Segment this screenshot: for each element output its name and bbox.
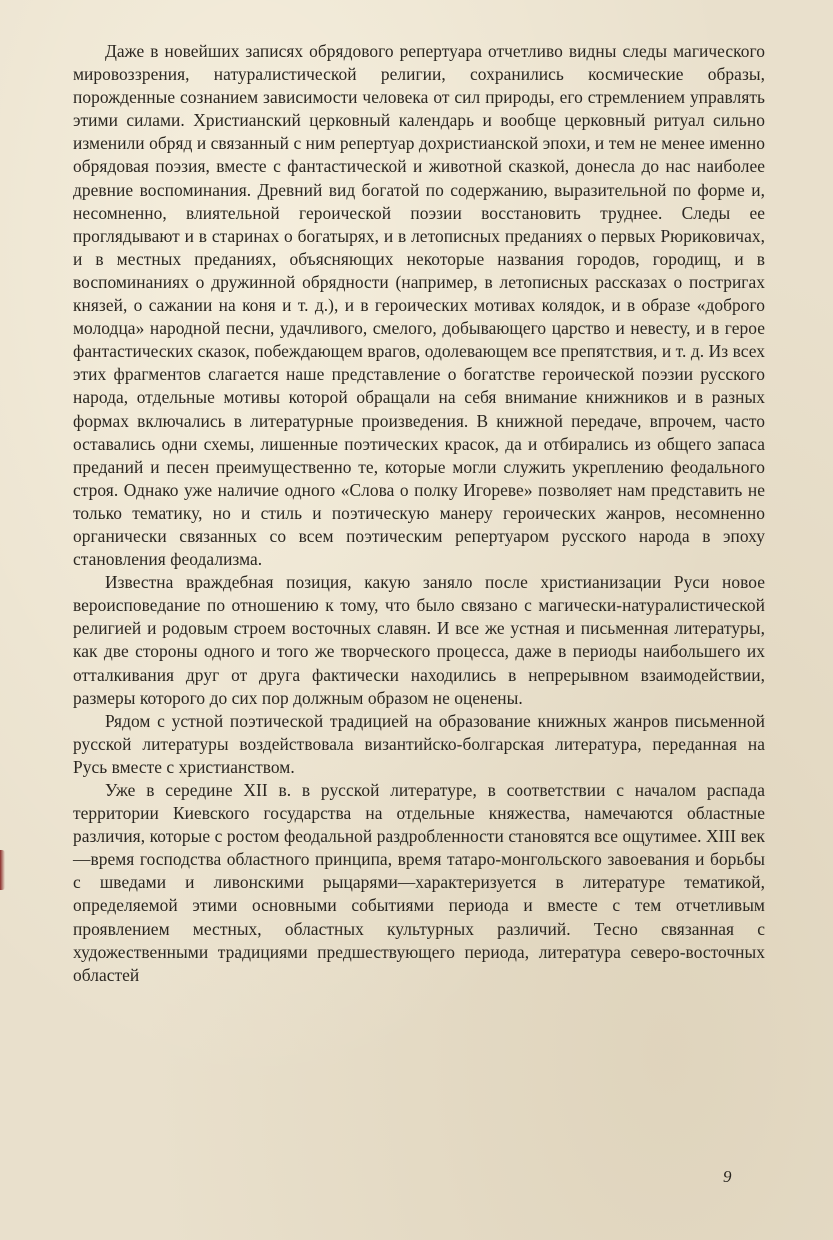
- paragraph-2: Известна враждебная позиция, какую заняло после христианизации Руси новое вероисповедание по отношению к тому, что было связано с магически-натуралистической религией и родовым строем восточных славян. И все же устная и письменная литературы, как две стороны одного и того же творческого процесса, даже в периоды наибольшего их отталкивания друг от друга фактически находились в непрерывном взаимодействии, размеры которого до сих пор должным образом не оценены.: [73, 572, 765, 708]
- body-text: [73, 40, 765, 987]
- page-number: 9: [723, 1167, 732, 1186]
- paragraph-1: Даже в новейших записях обрядового репертуара отчетливо видны следы магического мировоззрения, натуралистической религии, сохранились космические образы, порожденные сознанием зависимости человека от сил природы, его стремлением управлять этими силами. Христианский церковный календарь и вообще церковный ритуал сильно изменили обряд и связанный с ним репертуар дохристианской эпохи, и тем не менее именно обрядовая поэзия, вместе с фантастической и животной сказкой, донесла до нас наиболее древние воспоминания. Древний вид богатой по содержанию, выразительной по форме и, несомненно, влиятельной героической поэзии восстановить труднее. Следы ее проглядывают и в старинах о богатырях, и в летописных преданиях о первых Рюриковичах, и в местных преданиях, объясняющих некоторые названия городов, городищ, и в воспоминаниях о дружинной обрядности (например, в летописных рассказах о постригах князей, о сажании на коня и т. д.), и в героических мотивах колядок, и в образе «доброго молодца» народной песни, удачливого, смелого, добывающего царство и невесту, и в герое фантастических сказок, побеждающем врагов, одолевающем все препятствия, и т. д. Из всех этих фрагментов слагается наше представление о богатстве героической поэзии русского народа, отдельные мотивы которой обращали на себя внимание книжников и в разных формах включались в литературные произведения. В книжной передаче, впрочем, часто оставались одни схемы, лишенные поэтических красок, да и отбирались из общего запаса преданий и песен преимущественно те, которые могли служить укреплению феодального строя. Однако уже наличие одного «Слова о полку Игореве» позволяет нам представить не только тематику, но и стиль и поэтическую манеру героических жанров, несомненно органически связанных со всем поэтическим репертуаром русского народа в эпоху становления феодализма.: [73, 41, 765, 570]
- binding-mark: [0, 850, 5, 890]
- paragraph-3: Рядом с устной поэтической традицией на образование книжных жанров письменной русской литературы воздействовала византийско-болгарская литература, переданная на Русь вместе с христианством.: [73, 710, 765, 777]
- paragraph-4: Уже в середине XII в. в русской литературе, в соответствии с началом распада территории Киевского государства на отдельные княжества, намечаются областные различия, которые с ростом феодальной раздробленности становятся все ощутимее. XIII век—время господства областного принципа, время татаро-монгольского завоевания и борьбы с шведами и ливонскими рыцарями—характеризуется в литературе тематикой, определяемой этими основными событиями периода и вместе с тем отчетливым проявлением местных, областных культурных различий. Тесно связанная с художественными традициями предшествующего периода, литература северо-восточных областей: [73, 780, 765, 985]
